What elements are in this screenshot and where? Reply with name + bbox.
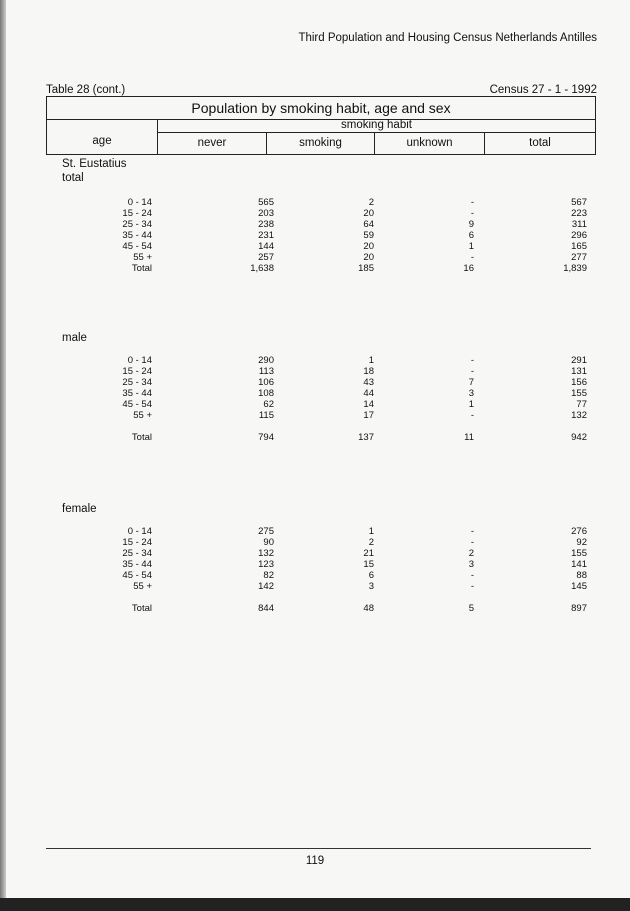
cell-total: 291 [571,355,587,366]
island-label: St. Eustatius [62,158,127,170]
cell-total: 77 [576,399,587,410]
column-header-smoking: smoking [267,133,375,154]
table-row [0,263,630,274]
table-row [0,230,630,241]
footer-rule [46,848,591,849]
cell-total: 165 [571,241,587,252]
table-row [0,252,630,263]
table-row [0,537,630,548]
table-row [0,559,630,570]
cell-smoking: 2 [368,537,374,548]
cell-smoking: 1 [368,526,374,537]
table-label: Table 28 (cont.) [46,84,126,96]
cell-age: Total [131,432,152,443]
table-row [0,581,630,592]
cell-age: 55 + [133,410,152,421]
cell-unknown: - [470,410,474,421]
cell-smoking: 59 [363,230,374,241]
table-row [0,208,630,219]
cell-age: 15 - 24 [122,366,152,377]
cell-total: 141 [571,559,587,570]
cell-age: 25 - 34 [122,219,152,230]
cell-unknown: 1 [468,399,474,410]
cell-total: 296 [571,230,587,241]
cell-never: 115 [258,410,274,421]
cell-total: 155 [571,548,587,559]
cell-never: 82 [263,570,274,581]
cell-never: 132 [258,548,274,559]
cell-never: 844 [258,603,274,614]
table-row [0,526,630,537]
cell-never: 257 [258,252,274,263]
cell-smoking: 64 [363,219,374,230]
cell-age: 25 - 34 [122,548,152,559]
cell-unknown: 5 [468,603,474,614]
cell-total: 276 [571,526,587,537]
cell-unknown: 2 [468,548,474,559]
cell-unknown: 9 [468,219,474,230]
scan-edge [0,898,630,911]
cell-smoking: 44 [363,388,374,399]
cell-age: 45 - 54 [122,241,152,252]
cell-smoking: 17 [363,410,374,421]
page-spine-shadow [0,0,6,900]
cell-total: 145 [571,581,587,592]
column-header-total: total [529,137,551,149]
cell-age: 0 - 14 [127,526,152,537]
cell-total: 311 [571,219,587,230]
cell-smoking: 15 [363,559,374,570]
cell-smoking: 6 [368,570,374,581]
table-row [0,377,630,388]
cell-unknown: - [470,526,474,537]
cell-unknown: - [470,366,474,377]
cell-never: 144 [258,241,274,252]
cell-unknown: - [470,537,474,548]
cell-smoking: 14 [363,399,374,410]
cell-age: 35 - 44 [122,388,152,399]
column-header-unknown: unknown [375,133,485,154]
census-label: Census 27 - 1 - 1992 [489,84,597,96]
cell-smoking: 137 [358,432,374,443]
cell-age: 35 - 44 [122,559,152,570]
cell-never: 123 [258,559,274,570]
cell-never: 238 [258,219,274,230]
cell-total: 277 [571,252,587,263]
cell-total: 92 [576,537,587,548]
table-row [0,548,630,559]
table-header [46,96,596,155]
cell-smoking: 2 [368,197,374,208]
cell-age: Total [131,603,152,614]
cell-age: 35 - 44 [122,230,152,241]
cell-age: 45 - 54 [122,570,152,581]
cell-age: 55 + [133,252,152,263]
cell-smoking: 18 [363,366,374,377]
cell-total: 132 [571,410,587,421]
cell-unknown: - [470,252,474,263]
section-label-male: male [62,332,87,344]
cell-smoking: 185 [358,263,374,274]
cell-total: 131 [571,366,587,377]
cell-never: 203 [258,208,274,219]
cell-unknown: 3 [468,559,474,570]
cell-never: 106 [258,377,274,388]
table-row [0,570,630,581]
cell-unknown: 3 [468,388,474,399]
cell-smoking: 43 [363,377,374,388]
cell-age: 55 + [133,581,152,592]
cell-never: 794 [258,432,274,443]
cell-smoking: 1 [368,355,374,366]
cell-never: 142 [258,581,274,592]
cell-age: 15 - 24 [122,208,152,219]
cell-total: 155 [571,388,587,399]
cell-never: 108 [258,388,274,399]
column-group-smoking-habit: smoking habit [158,119,595,133]
cell-smoking: 21 [363,548,374,559]
cell-age: 45 - 54 [122,399,152,410]
column-header-never: never [158,133,267,154]
table-row [0,603,630,614]
table-row [0,410,630,421]
cell-never: 1,638 [250,263,274,274]
cell-age: 0 - 14 [127,355,152,366]
column-header-age: age [47,119,158,154]
table-row [0,355,630,366]
table-row [0,399,630,410]
cell-unknown: - [470,570,474,581]
cell-age: 15 - 24 [122,537,152,548]
cell-unknown: 1 [468,241,474,252]
table-row [0,388,630,399]
cell-unknown: 6 [468,230,474,241]
cell-total: 942 [571,432,587,443]
cell-unknown: 16 [463,263,474,274]
cell-total: 156 [571,377,587,388]
cell-age: Total [131,263,152,274]
cell-total: 897 [571,603,587,614]
cell-unknown: 7 [468,377,474,388]
cell-smoking: 20 [363,252,374,263]
table-row [0,366,630,377]
cell-unknown: - [470,581,474,592]
cell-unknown: - [470,197,474,208]
cell-smoking: 20 [363,241,374,252]
cell-smoking: 20 [363,208,374,219]
cell-total: 1,839 [563,263,587,274]
cell-never: 231 [258,230,274,241]
cell-age: 25 - 34 [122,377,152,388]
table-row [0,219,630,230]
section-label-total: total [62,172,84,184]
cell-never: 90 [263,537,274,548]
cell-unknown: - [470,355,474,366]
cell-smoking: 3 [368,581,374,592]
cell-never: 565 [258,197,274,208]
table-row [0,241,630,252]
cell-age: 0 - 14 [127,197,152,208]
table-title: Population by smoking habit, age and sex [47,97,595,120]
page-number: 119 [305,855,325,867]
cell-total: 567 [571,197,587,208]
cell-never: 275 [258,526,274,537]
running-head: Third Population and Housing Census Netherlands Antilles [298,32,597,44]
table-row [0,432,630,443]
section-label-female: female [62,503,97,515]
cell-unknown: 11 [464,432,474,443]
cell-smoking: 48 [363,603,374,614]
cell-never: 62 [263,399,274,410]
cell-never: 113 [258,366,274,377]
cell-total: 223 [571,208,587,219]
cell-total: 88 [576,570,587,581]
table-row [0,197,630,208]
cell-never: 290 [258,355,274,366]
cell-unknown: - [470,208,474,219]
